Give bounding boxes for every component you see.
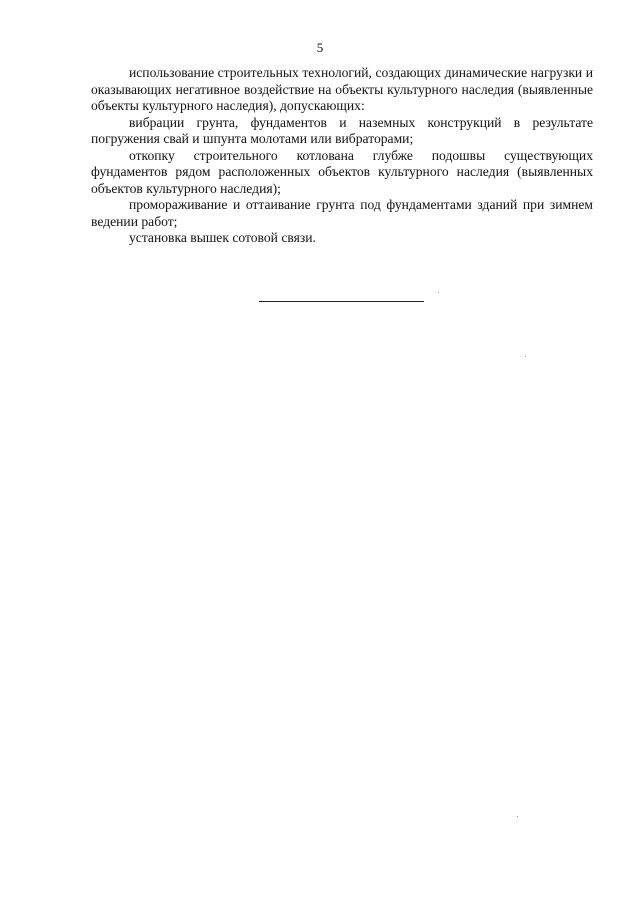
document-body (91, 65, 593, 247)
paragraph-ground-vibrations: вибрации грунта, фундаментов и наземных конструкций в результате погружения свай и шпунта молотами или вибраторами; (91, 114, 593, 146)
scan-speck (525, 356, 526, 357)
paragraph-construction-technologies: использование строительных технологий, создающих динамические нагрузки и оказывающих негативное воздействие на объекты культурного наследия (выявленные объекты культурного наследия), допускающих: (91, 65, 593, 113)
closing-divider-line (259, 301, 424, 302)
paragraph-pit-excavation: откопку строительного котлована глубже подошвы существующих фундаментов рядом расположенных объектов культурного наследия (выявленных объектов культурного наследия); (91, 147, 593, 196)
page-number: 5 (316, 40, 324, 55)
paragraph-soil-freezing: промораживание и оттаивание грунта под фундаментами зданий при зимнем ведении работ; (91, 197, 593, 229)
scan-speck (517, 816, 518, 817)
paragraph-cell-towers: установка вышек сотовой связи. (129, 230, 316, 245)
scan-speck (438, 292, 439, 293)
